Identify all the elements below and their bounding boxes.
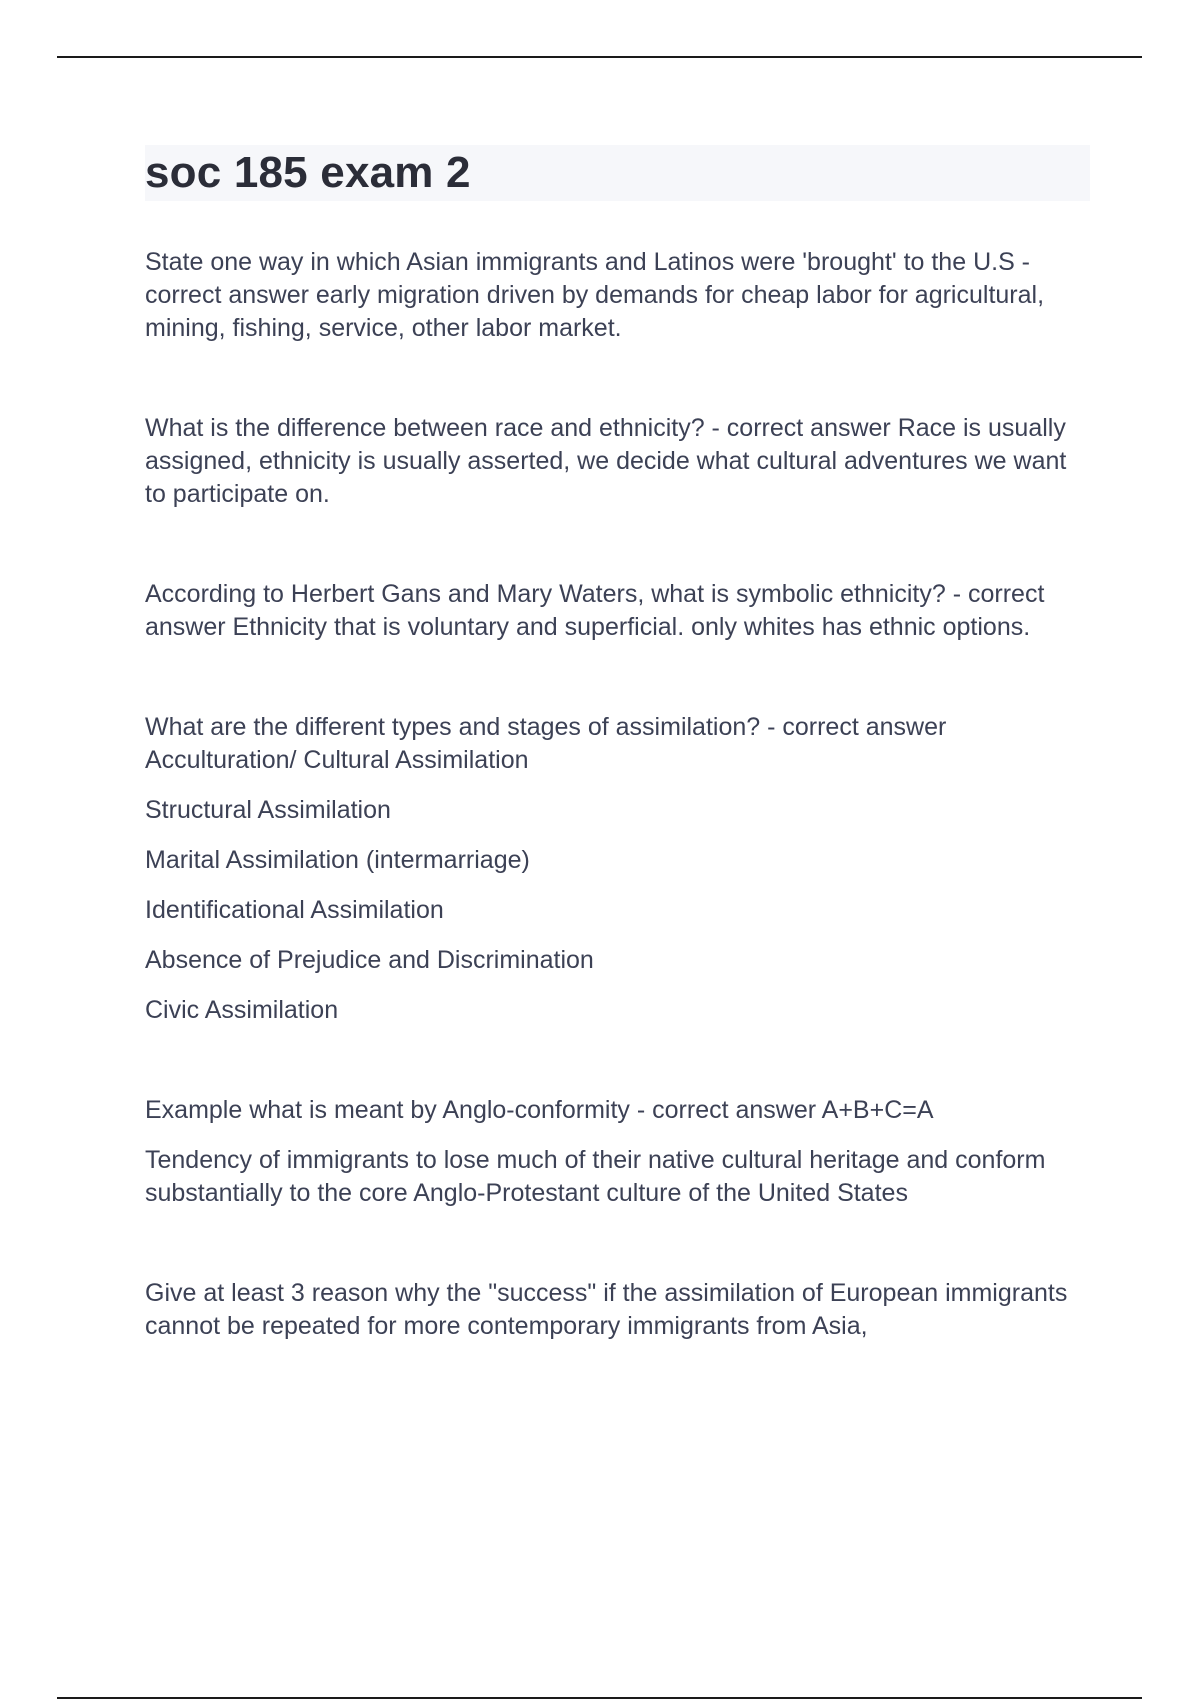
qa-item-1 [145,246,1090,345]
qa-text: What is the difference between race and ethnicity? - correct answer Race is usually assigned, ethnicity is usually asserted, we decide what cultural adventures we want to participate on. [145,414,1067,508]
qa-answer-line: Absence of Prejudice and Discrimination [145,946,594,974]
qa-item-2 [145,412,1090,511]
qa-item-5 [145,1094,1090,1210]
qa-item-4 [145,711,975,1027]
qa-item-6 [145,1277,1090,1343]
page-title: soc 185 exam 2 [145,148,471,197]
bottom-rule [57,1697,1142,1699]
document-body [145,145,1090,1410]
qa-answer-line: Marital Assimilation (intermarriage) [145,846,530,874]
title-banner [145,145,1090,201]
qa-answer-line: Tendency of immigrants to lose much of their native cultural heritage and conform substantially to the core Anglo-Protestant culture of the United States [145,1146,1046,1207]
qa-text: According to Herbert Gans and Mary Waters, what is symbolic ethnicity? - correct answer Ethnicity that is voluntary and superficial. only whites has ethnic options. [145,580,1045,641]
qa-item-3 [145,578,1090,644]
qa-answer-line: Civic Assimilation [145,996,339,1024]
qa-text: Give at least 3 reason why the "success" if the assimilation of European immigrants cannot be repeated for more contemporary immigrants from Asia, [145,1279,1068,1340]
qa-text: Example what is meant by Anglo-conformity - correct answer A+B+C=A [145,1096,934,1124]
qa-text: State one way in which Asian immigrants and Latinos were 'brought' to the U.S - correct answer early migration driven by demands for cheap labor for agricultural, mining, fishing, service, other labor market. [145,248,1045,342]
qa-answer-line: Identificational Assimilation [145,896,444,924]
qa-answer-line: Structural Assimilation [145,796,391,824]
qa-text: What are the different types and stages of assimilation? - correct answer Acculturation/ Cultural Assimilation [145,713,947,774]
top-rule [57,56,1142,58]
